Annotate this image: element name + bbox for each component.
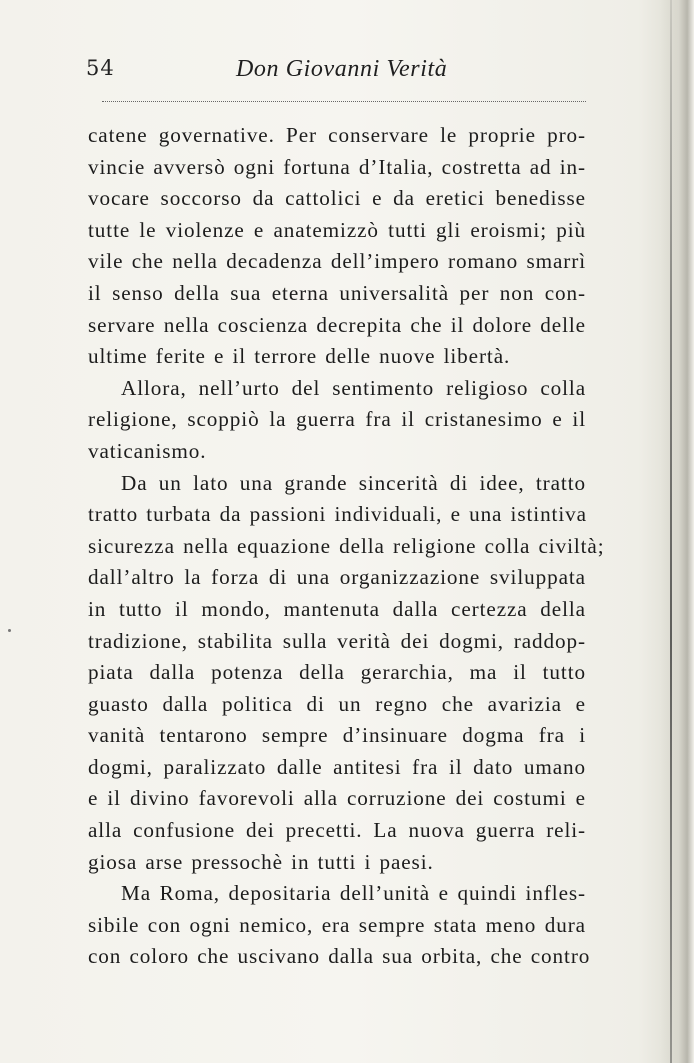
paragraph-start-line: Da un lato una grande sincerità di idee, tratto bbox=[121, 470, 586, 495]
text-line: e il divino favorevoli alla corruzione dei costumi e bbox=[88, 786, 586, 811]
text-line: vocare soccorso da cattolici e da eretici benedisse bbox=[88, 186, 586, 211]
paragraph-start-line: Ma Roma, depositaria dell’unità e quindi infles- bbox=[121, 881, 586, 906]
text-line: servare nella coscienza decrepita che il dolore delle bbox=[88, 312, 586, 337]
text-line: vincie avversò ogni fortuna d’Italia, costretta ad in- bbox=[88, 154, 586, 179]
text-line: in tutto il mondo, mantenuta dalla certezza della bbox=[88, 596, 586, 621]
text-line: dall’altro la forza di una organizzazione sviluppata bbox=[88, 565, 586, 590]
paragraph-start-line: Allora, nell’urto del sentimento religioso colla bbox=[121, 375, 586, 400]
page-number: 54 bbox=[86, 56, 115, 80]
text-line: tratto turbata da passioni individuali, e una istintiva bbox=[88, 502, 587, 527]
text-line: dogmi, paralizzato dalle antitesi fra il dato umano bbox=[88, 754, 586, 779]
text-line: vile che nella decadenza dell’impero romano smarrì bbox=[88, 249, 586, 274]
paragraph-end-line: giosa arse pressochè in tutti i paesi. bbox=[88, 849, 434, 874]
text-line: vanità tentarono sempre d’insinuare dogma fra i bbox=[88, 723, 586, 748]
text-line: il senso della sua eterna universalità per non con- bbox=[88, 280, 586, 305]
text-line: guasto dalla politica di un regno che avarizia e bbox=[88, 691, 586, 716]
text-line: sibile con ogni nemico, era sempre stata meno dura bbox=[88, 912, 586, 937]
page-edge-shadow bbox=[660, 0, 694, 1063]
paragraph-end-line: vaticanismo. bbox=[88, 438, 207, 463]
running-head-title: Don Giovanni Verità bbox=[236, 56, 448, 82]
text-line: religione, scoppiò la guerra fra il cristanesimo e il bbox=[88, 407, 586, 432]
header-rule bbox=[102, 101, 586, 102]
paper-speck bbox=[8, 629, 11, 632]
text-line: piata dalla potenza della gerarchia, ma il tutto bbox=[88, 660, 586, 685]
text-line: catene governative. Per conservare le proprie pro- bbox=[88, 123, 586, 147]
text-line: alla confusione dei precetti. La nuova guerra reli- bbox=[88, 818, 586, 843]
text-line: tradizione, stabilita sulla verità dei dogmi, raddop- bbox=[88, 628, 586, 653]
page-edge-line bbox=[670, 0, 672, 1063]
body-text bbox=[88, 120, 605, 973]
text-line: tutte le violenze e anatemizzò tutti gli eroismi; più bbox=[88, 217, 586, 242]
paragraph-end-line: ultime ferite e il terrore delle nuove libertà. bbox=[88, 344, 511, 369]
text-line: sicurezza nella equazione della religione colla civiltà; bbox=[88, 533, 605, 558]
text-line: con coloro che uscivano dalla sua orbita, che contro bbox=[88, 944, 591, 969]
